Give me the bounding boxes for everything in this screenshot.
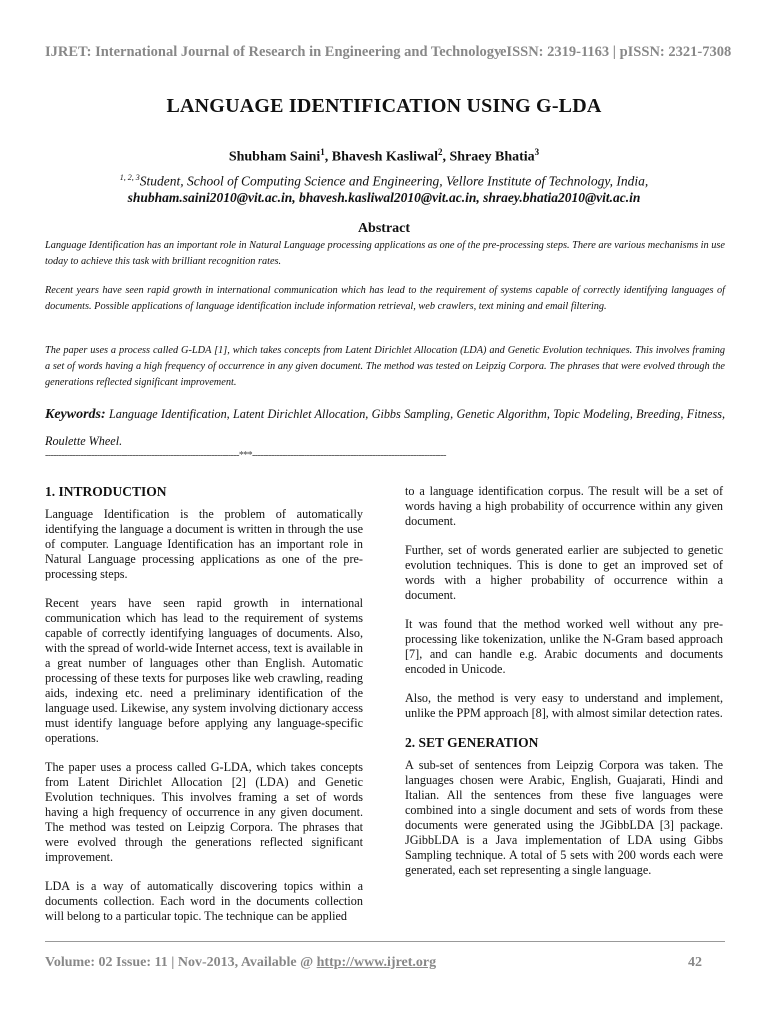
body-paragraph: LDA is a way of automatically discovering topics within a documents collection. Each word in the documents collection will belong to a particular topic. The technique can be applied [45,879,363,923]
footer-rule [45,941,725,942]
section-heading-set-generation: 2. SET GENERATION [405,735,539,750]
author-separator: , [442,149,450,165]
body-paragraph: It was found that the method worked well without any pre-processing like tokenization, unlike the N-Gram based approach [7], and can handle e.g. Arabic documents and documents encoded in Unicode. [405,617,723,676]
body-paragraph: The paper uses a process called G-LDA, which takes concepts from Latent Dirichlet Allocation [2] (LDA) and Genetic Evolution techniques. This involves framing a set of words having a high frequency of occurrence in any given document. The method was tested on Leipzig Corpora. The phrases that were evolved through the generations reflected significant improvement. [45,760,363,864]
author-name: Bhavesh Kasliwal [331,149,438,165]
keywords [45,401,725,454]
body-paragraph: to a language identification corpus. The result will be a set of words having a high probability of occurrence within any given document. [405,484,723,528]
abstract-heading: Abstract [357,221,411,236]
footer-volume-text: Volume: 02 Issue: 11 | Nov-2013, Available @ [45,955,317,970]
body-paragraph: Further, set of words generated earlier are subjected to genetic evolution techniques. This is done to get an improved set of words with a higher probability of occurrence within a document. [405,543,723,602]
author-superscript: 1 [320,147,325,157]
author-name: Shraey Bhatia [449,149,535,165]
author-name: Shubham Saini [228,149,321,165]
author-superscript: 2 [437,147,443,157]
running-header [45,44,732,61]
author-list [0,147,768,166]
abstract-paragraph: Language Identification has an important role in Natural Language processing applications as one of the pre-processing steps. There are various mechanisms in use today to achieve this task with brilliant recognition rates. [45,240,725,267]
journal-name: IJRET: International Journal of Research in Engineering and Technology [45,44,502,60]
issn-text: eISSN: 2319-1163 | pISSN: 2321-7308 [500,44,732,60]
journal-website-link[interactable]: http://www.ijret.org [316,955,437,970]
section-divider: -----------------------------------------------------------------------***----------------------------------------------------------------------- [45,450,446,461]
page-number: 42 [688,955,702,970]
body-paragraph: Recent years have seen rapid growth in international communication which has lead to the requirement of systems capable of correctly identifying languages of documents. Also, with the spread of world-wide Internet access, text is available in a great number of languages other than English. Automatic processing of these texts for purposes like web crawling, reading aids, indexing etc. need a preliminary identification of the language used. Likewise, any system involving dictionary access must identify language before applying any language-specific operations. [45,596,363,745]
author-emails: shubham.saini2010@vit.ac.in, bhavesh.kasliwal2010@vit.ac.in, shraey.bhatia2010@vit.ac.in [127,190,641,205]
keywords-text: Language Identification, Latent Dirichlet Allocation, Gibbs Sampling, Genetic Algorithm, Topic Modeling, Breeding, Fitness, Roulette Wheel. [45,407,725,448]
abstract-paragraph: Recent years have seen rapid growth in international communication which has lead to the requirement of systems capable of correctly identifying languages of documents. Possible applications of language identification include information retrieval, web crawlers, text mining and email filtering. [45,285,725,312]
body-paragraph: Also, the method is very easy to understand and implement, unlike the PPM approach [8], with almost similar detection rates. [405,691,723,720]
abstract-paragraph: The paper uses a process called G-LDA [1], which takes concepts from Latent Dirichlet Allocation (LDA) and Genetic Evolution techniques. This involves framing a set of words having a high frequency of occurrence in any given document. The method was tested on Leipzig Corpora. The phrases that were evolved through the generations reflected significant improvement. [45,345,725,388]
author-separator: , [324,149,332,165]
right-column [405,484,723,892]
affiliation [0,173,768,190]
author-superscript: 3 [534,147,540,157]
body-paragraph: Language Identification is the problem of automatically identifying the language a document is written in through the use of computer. Language Identification has an important role in Natural Language processing applications as one of the pre-processing steps. [45,507,363,581]
affiliation-text: Student, School of Computing Science and Engineering, Vellore Institute of Technology, India, [139,173,649,189]
body-paragraph: A sub-set of sentences from Leipzig Corpora was taken. The languages chosen were Arabic, English, Guajarati, Hindi and Italian. All the sentences from these five languages were combined into a single document and sets of words from these documents were generated using the JGibbLDA [3] package. JGibbLDA is a Java implementation of LDA using Gibbs Sampling technique. A total of 5 sets with 200 words each were generated, each set representing a single language. [405,758,723,877]
left-column [45,484,363,938]
footer-volume [45,955,436,971]
paper-title: LANGUAGE IDENTIFICATION USING G-LDA [166,95,602,117]
keywords-label: Keywords: [45,407,106,422]
section-heading-introduction: 1. INTRODUCTION [45,484,167,499]
affiliation-superscript: 1, 2, 3 [119,173,140,182]
